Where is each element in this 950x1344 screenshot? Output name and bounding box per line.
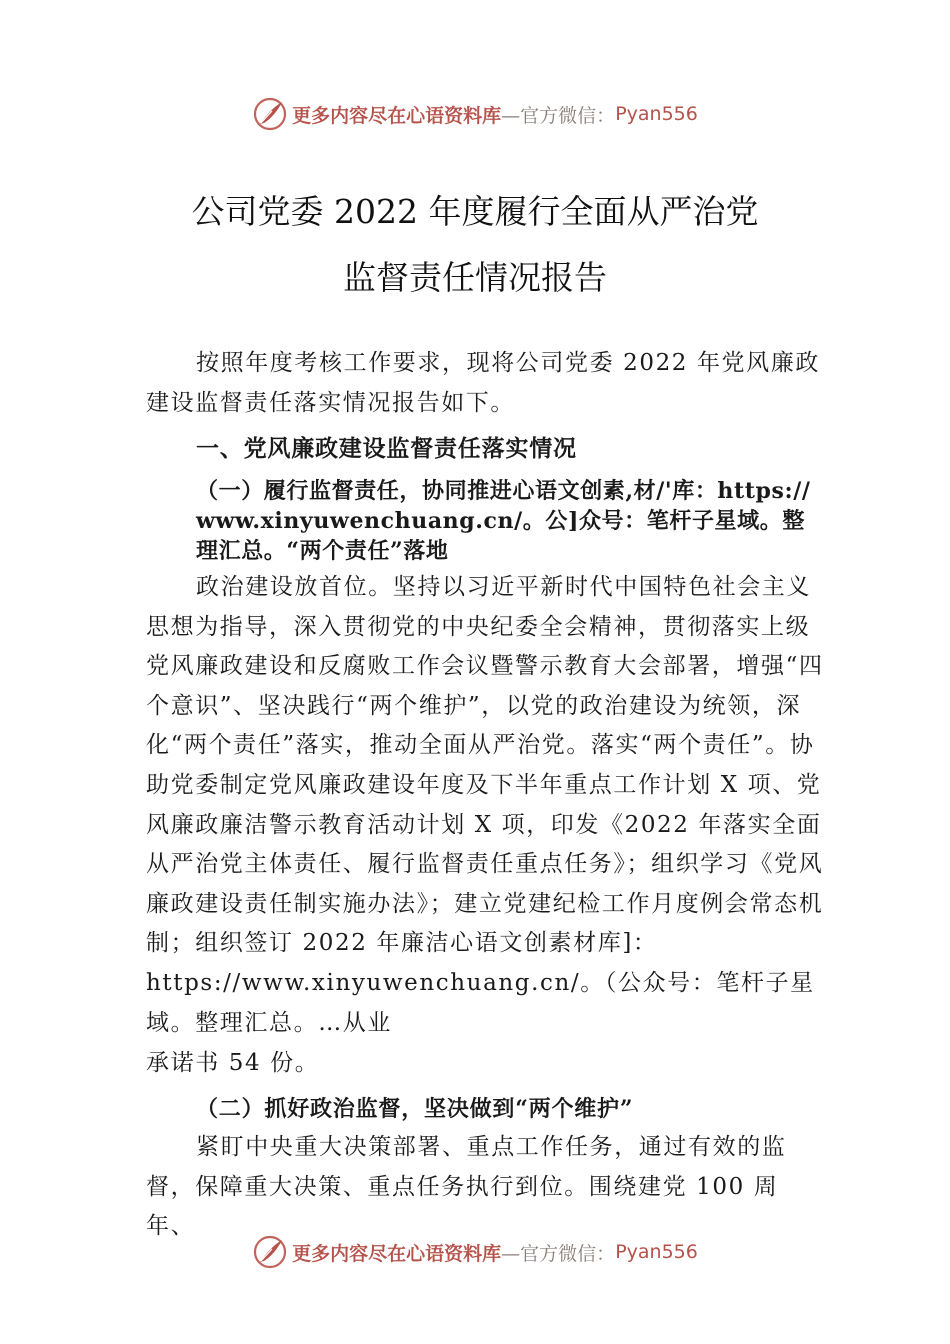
header-banner <box>0 94 950 134</box>
quill-logo-icon <box>252 96 288 132</box>
banner-wechat-label: —官方微信： <box>501 1242 616 1265</box>
banner-wechat-id: Pyan556 <box>615 103 698 125</box>
intro-paragraph: 按照年度考核工作要求，现将公司党委 2022 年党风廉政建设监督责任落实情况报告如下。 <box>146 350 820 416</box>
footer-banner <box>0 1232 950 1272</box>
subsection2-heading: （二）抓好政治监督，坚决做到“两个维护” <box>196 1096 634 1122</box>
document-title-line1: 公司党委 2022 年度履行全面从严治党 <box>191 192 759 231</box>
subsection1-heading: （一）履行监督责任，协同推进心语文创素,材/'库：https://www.xinyuwenchuang.cn/。公]众号：笔杆子星域。整理汇总。“两个责任”落地 <box>196 478 811 564</box>
banner-site-title: 更多内容尽在心语资料库 <box>292 1242 502 1265</box>
banner-wechat-label: —官方微信： <box>501 104 616 127</box>
banner-site-title: 更多内容尽在心语资料库 <box>292 104 502 127</box>
banner-wechat-id: Pyan556 <box>615 1241 698 1263</box>
subsection1-tail: 承诺书 54 份。 <box>146 1050 320 1076</box>
section1-heading: 一、党风廉政建设监督责任落实情况 <box>196 435 577 462</box>
subsection1-body: 政治建设放首位。坚持以习近平新时代中国特色社会主义思想为指导，深入贯彻党的中央纪委全会精神，贯彻落实上级党风廉政建设和反腐败工作会议暨警示教育大会部署，增强“四个意识”、坚决践行“两个维护”，以党的政治建设为统领，深化“两个责任”落实，推动全面从严治党。落实“两个责任”。协助党委制定党风廉政建设年度及下半年重点工作计划 X 项、党风廉政廉洁警示教育活动计划 X 项，印发《2022 年落实全面从严治党主体责任、履行监督责任重点任务》；组织学习《党风廉政建设责任制实施办法》；建立党建纪检工作月度例会常态机制；组织签订 2022 年廉洁心语文创素材库]：https://www.xinyuwenchuang.cn/。（公众号：笔杆子星域。整理汇总。…从业 <box>146 574 824 1036</box>
document-title-line2: 监督责任情况报告 <box>343 258 607 297</box>
quill-logo-icon <box>252 1234 288 1270</box>
subsection2-body: 紧盯中央重大决策部署、重点工作任务，通过有效的监督，保障重大决策、重点任务执行到位。围绕建党 100 周年、 <box>146 1134 787 1240</box>
